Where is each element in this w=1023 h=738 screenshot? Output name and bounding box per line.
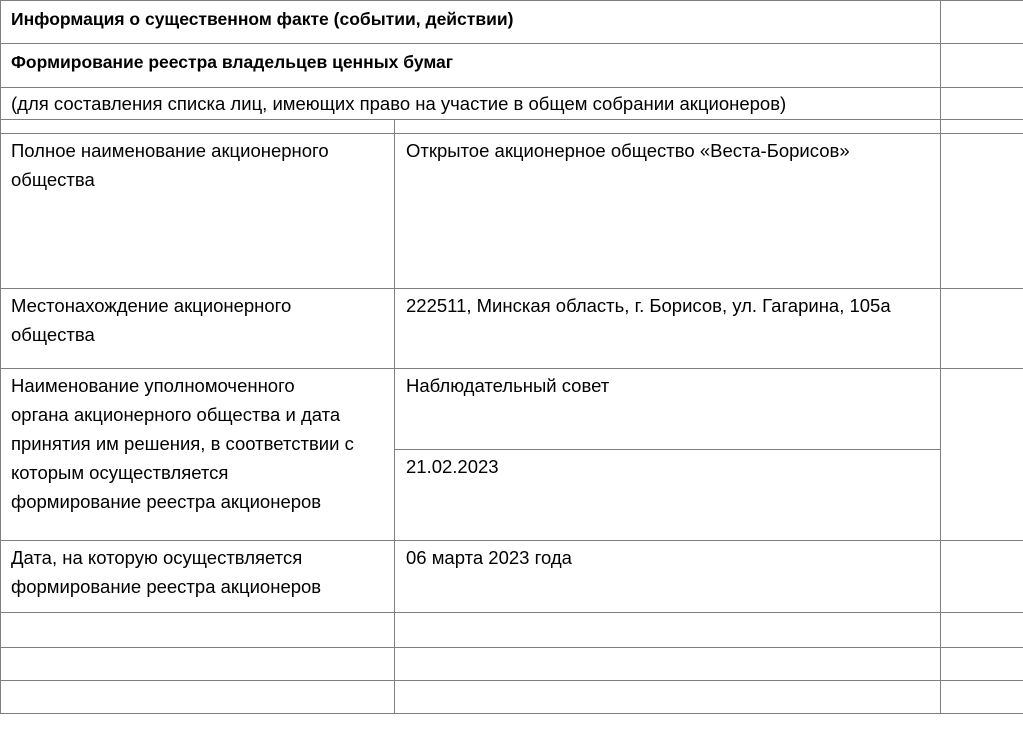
empty-row-3 <box>1 681 1023 714</box>
record-date-label: Дата, на которую осуществляется формирование реестра акционеров <box>11 547 322 597</box>
empty-row-3-cell-3 <box>941 681 1023 714</box>
note-side-cell <box>941 88 1023 120</box>
full-name-value: Открытое акционерное общество «Веста-Борисов» <box>406 140 850 161</box>
note-cell <box>1 88 941 120</box>
authority-label-cell <box>1 369 395 541</box>
title-cell <box>1 1 941 44</box>
empty-row-1-cell-3 <box>941 613 1023 648</box>
authority-body-cell <box>395 369 941 450</box>
empty-row-2 <box>1 648 1023 681</box>
empty-row-2-cell-3 <box>941 648 1023 681</box>
authority-label: Наименование уполномоченного органа акционерного общества и дата принятия им решения, в соответствии с которым осуществляется формирование реестра акционеров <box>11 375 354 512</box>
spacer-row <box>1 120 1023 134</box>
record-date-value-cell <box>395 541 941 613</box>
note-row <box>1 88 1023 120</box>
authority-body-value: Наблюдательный совет <box>406 375 610 396</box>
location-side-cell <box>941 289 1023 369</box>
authority-row-top <box>1 369 1023 450</box>
title-side-cell <box>941 1 1023 44</box>
full-name-label: Полное наименование акционерного общества <box>11 140 329 190</box>
empty-row-1 <box>1 613 1023 648</box>
record-date-row <box>1 541 1023 613</box>
record-date-label-cell <box>1 541 395 613</box>
empty-row-1-cell-1 <box>1 613 395 648</box>
document-subtitle: Формирование реестра владельцев ценных бумаг <box>11 52 454 72</box>
location-value: 222511, Минская область, г. Борисов, ул. Гагарина, 105а <box>406 295 891 316</box>
empty-row-3-cell-1 <box>1 681 395 714</box>
empty-row-1-cell-2 <box>395 613 941 648</box>
location-label-cell <box>1 289 395 369</box>
subtitle-side-cell <box>941 44 1023 88</box>
authority-side-cell <box>941 369 1023 541</box>
location-label: Местонахождение акционерного общества <box>11 295 292 345</box>
full-name-side-cell <box>941 134 1023 289</box>
full-name-value-cell <box>395 134 941 289</box>
record-date-side-cell <box>941 541 1023 613</box>
document-note: (для составления списка лиц, имеющих право на участие в общем собрании акционеров) <box>11 93 787 114</box>
subtitle-cell <box>1 44 941 88</box>
record-date-value: 06 марта 2023 года <box>406 547 572 568</box>
empty-row-2-cell-1 <box>1 648 395 681</box>
spacer-cell-2 <box>395 120 941 134</box>
full-name-label-cell <box>1 134 395 289</box>
full-name-row <box>1 134 1023 289</box>
empty-row-3-cell-2 <box>395 681 941 714</box>
authority-date-value: 21.02.2023 <box>406 456 499 477</box>
title-row <box>1 1 1023 44</box>
spacer-cell-3 <box>941 120 1023 134</box>
location-row <box>1 289 1023 369</box>
subtitle-row <box>1 44 1023 88</box>
location-value-cell <box>395 289 941 369</box>
document-title: Информация о существенном факте (событии, действии) <box>11 9 514 29</box>
empty-row-2-cell-2 <box>395 648 941 681</box>
spacer-cell-1 <box>1 120 395 134</box>
authority-date-cell <box>395 450 941 541</box>
